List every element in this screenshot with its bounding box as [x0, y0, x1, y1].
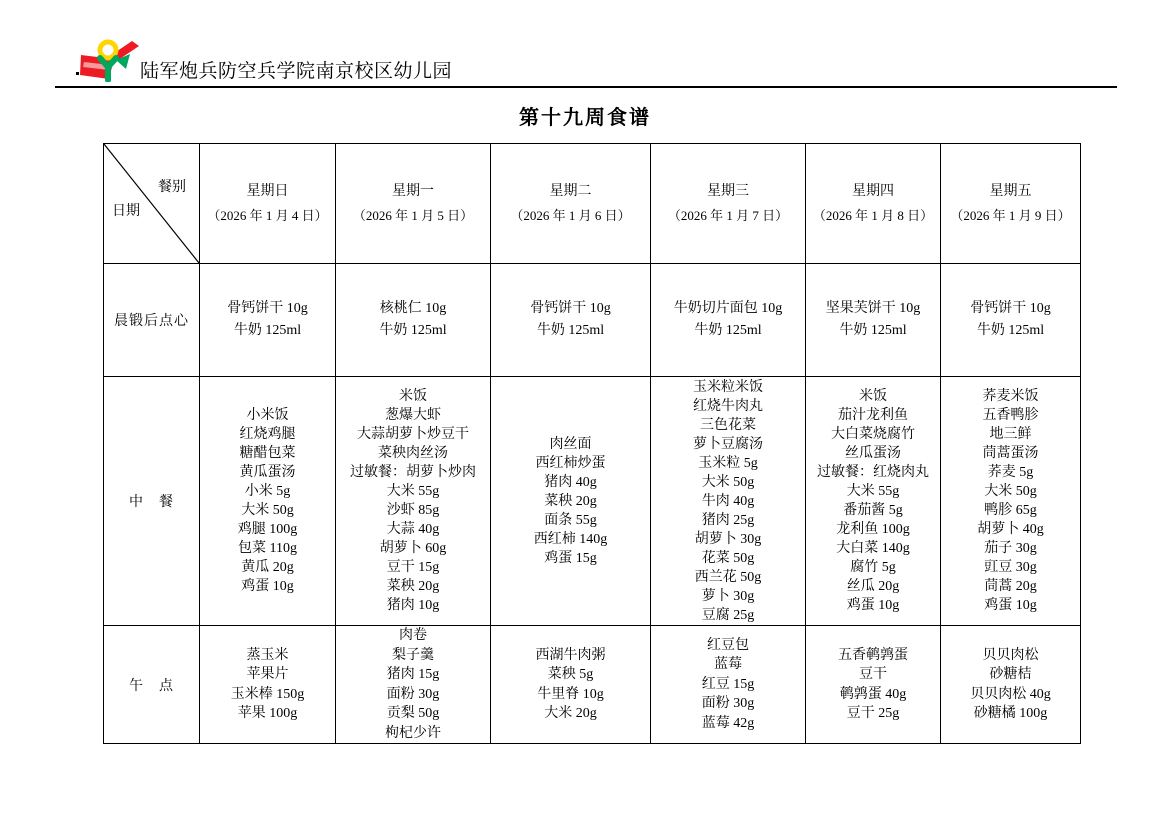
menu-cell-lines [491, 298, 650, 342]
corner-date-label: 日期 [112, 204, 140, 219]
menu-cell [941, 264, 1081, 377]
menu-item: 大白菜 140g [836, 541, 910, 556]
menu-cell-lines [806, 298, 940, 342]
day-name: 星期日 [246, 183, 289, 199]
menu-item: 面粉 30g [701, 696, 755, 712]
day-name: 星期三 [707, 183, 749, 199]
menu-item: 菜秧肉丝汤 [378, 446, 448, 461]
menu-item: 牛奶 125ml [379, 323, 447, 338]
menu-item: 黄瓜蛋汤 [239, 465, 296, 480]
menu-item: 大米 50g [984, 484, 1037, 499]
row-label-0: 晨锻后点心 [104, 264, 200, 377]
day-date: （2026 年 1 月 4 日） [207, 207, 328, 223]
menu-item: 五香鸭胗 [982, 408, 1039, 423]
menu-item: 黄瓜 20g [241, 560, 294, 575]
menu-item: 包菜 110g [238, 541, 297, 556]
menu-cell [651, 377, 806, 626]
menu-item: 胡萝卜 30g [694, 531, 762, 547]
column-header-day-2 [491, 144, 651, 264]
menu-item: 鹌鹑蛋 40g [839, 686, 907, 702]
day-name: 星期二 [549, 183, 592, 199]
menu-item: 肉卷 [399, 628, 427, 643]
menu-cell-lines [651, 378, 805, 625]
menu-cell-lines [200, 298, 335, 342]
menu-cell [651, 264, 806, 377]
menu-item: 牛奶 125ml [694, 323, 762, 338]
kindergarten-logo-icon [80, 34, 146, 82]
menu-item: 牛奶切片面包 10g [673, 301, 783, 316]
menu-item: 萝卜豆腐汤 [693, 436, 763, 452]
menu-item: 红烧鸡腿 [239, 427, 296, 442]
menu-item: 大蒜 40g [386, 522, 440, 537]
day-date: （2026 年 1 月 9 日） [950, 207, 1071, 223]
menu-cell-lines [336, 626, 490, 743]
menu-item: 大白菜烧腐竹 [831, 427, 915, 442]
corner-meal-label: 餐别 [158, 180, 186, 195]
menu-cell [491, 626, 651, 744]
menu-item: 猪肉 25g [701, 512, 755, 528]
menu-item: 核桃仁 10g [379, 301, 447, 316]
menu-item: 菜秧 20g [544, 493, 597, 509]
menu-item: 蓝莓 42g [701, 715, 755, 731]
menu-cell-lines [491, 435, 650, 568]
menu-item: 地三鲜 [989, 427, 1032, 442]
menu-item: 玉米棒 150g [230, 686, 305, 702]
column-header-day-0 [200, 144, 336, 264]
menu-item: 豆干 25g [846, 706, 900, 721]
column-header-day-3 [651, 144, 806, 264]
menu-cell-lines [651, 298, 805, 342]
menu-item: 菜秧 5g [547, 667, 594, 682]
menu-item: 西湖牛肉粥 [535, 647, 606, 663]
day-name: 星期四 [852, 183, 894, 199]
menu-item: 茄子 30g [984, 541, 1037, 556]
menu-item: 番茄酱 5g [843, 503, 903, 518]
menu-cell [806, 264, 941, 377]
menu-item: 红烧牛肉丸 [693, 398, 763, 414]
menu-cell [200, 626, 336, 744]
menu-item: 坚果芙饼干 10g [825, 301, 921, 316]
menu-item: 蓝莓 [714, 657, 742, 673]
menu-cell-lines [200, 646, 335, 724]
menu-item: 鸡蛋 10g [984, 598, 1037, 613]
menu-cell-lines [806, 387, 940, 615]
menu-item: 牛肉 40g [701, 493, 755, 509]
menu-item: 牛奶 125ml [839, 323, 907, 338]
menu-cell-lines [941, 387, 1080, 615]
menu-item: 荞麦 5g [987, 465, 1034, 480]
menu-item: 骨钙饼干 10g [970, 301, 1051, 316]
menu-cell [336, 264, 491, 377]
menu-item: 骨钙饼干 10g [530, 301, 611, 316]
menu-item: 胡萝卜 40g [977, 522, 1044, 537]
menu-item: 茼蒿蛋汤 [982, 446, 1039, 461]
menu-item: 肉丝面 [549, 436, 592, 452]
letterhead-divider [55, 86, 1117, 88]
menu-cell-lines [336, 298, 490, 342]
menu-item: 鸡腿 100g [237, 522, 298, 537]
menu-cell [200, 377, 336, 626]
menu-item: 丝瓜 20g [846, 579, 900, 594]
menu-item: 胡萝卜 60g [379, 541, 447, 556]
menu-item: 大米 55g [386, 484, 440, 499]
corner-header-cell [104, 144, 200, 264]
menu-item: 大蒜胡萝卜炒豆干 [357, 427, 469, 442]
menu-cell-lines [200, 406, 335, 596]
menu-item: 葱爆大虾 [385, 408, 441, 423]
org-name: 陆军炮兵防空兵学院南京校区幼儿园 [140, 61, 453, 82]
menu-cell-lines [336, 387, 490, 615]
menu-item: 牛奶 125ml [233, 323, 302, 338]
menu-item: 菜秧 20g [386, 579, 440, 594]
menu-item: 鸡蛋 10g [846, 598, 900, 613]
menu-item: 米饭 [859, 389, 887, 404]
menu-item: 蒸玉米 [246, 647, 289, 663]
menu-item: 三色花菜 [700, 417, 756, 433]
menu-item: 荞麦米饭 [982, 389, 1039, 404]
menu-item: 茼蒿 20g [984, 579, 1037, 594]
menu-item: 豇豆 30g [984, 560, 1037, 575]
menu-item: 大米 50g [241, 503, 294, 518]
bullet-dot [76, 72, 79, 75]
menu-item: 糖醋包菜 [239, 446, 296, 461]
menu-cell [941, 626, 1081, 744]
menu-cell-lines [491, 646, 650, 724]
menu-item: 大米 50g [701, 474, 755, 490]
menu-item: 苹果片 [246, 667, 289, 682]
menu-item: 鸡蛋 15g [544, 550, 597, 566]
menu-item: 西红柿 140g [533, 531, 608, 547]
menu-item: 梨子羹 [392, 647, 434, 663]
menu-item: 红豆包 [707, 637, 749, 653]
day-date: （2026 年 1 月 7 日） [667, 207, 789, 223]
menu-cell-lines [941, 646, 1080, 724]
menu-item: 苹果 100g [237, 706, 298, 721]
menu-item: 砂糖橘 100g [973, 706, 1048, 721]
menu-item: 西兰花 50g [694, 569, 762, 585]
menu-item: 牛奶 125ml [536, 323, 605, 338]
menu-item: 面粉 30g [386, 686, 440, 702]
menu-item: 玉米粒 5g [698, 455, 758, 471]
menu-item: 枸杞少许 [385, 725, 441, 741]
menu-item: 腐竹 5g [850, 560, 896, 575]
column-header-day-1 [336, 144, 491, 264]
menu-item: 猪肉 10g [386, 598, 440, 613]
menu-cell [491, 264, 651, 377]
menu-item: 贝贝肉松 40g [970, 686, 1051, 702]
menu-item: 米饭 [399, 389, 427, 404]
menu-item: 豆干 [859, 667, 887, 682]
menu-item: 龙利鱼 100g [836, 522, 910, 537]
menu-item: 豆腐 25g [701, 607, 755, 623]
menu-cell [806, 626, 941, 744]
page-title: 第十九周食谱 [519, 107, 651, 129]
menu-item: 小米 5g [244, 484, 291, 499]
menu-cell-lines [806, 646, 940, 724]
menu-item: 猪肉 15g [386, 667, 440, 682]
menu-item: 牛里脊 10g [537, 686, 604, 702]
day-date: （2026 年 1 月 8 日） [812, 207, 934, 223]
menu-cell-lines [651, 636, 805, 734]
menu-cell [651, 626, 806, 744]
menu-item: 大米 20g [544, 706, 597, 721]
row-label-1: 中 餐 [104, 377, 200, 626]
menu-item: 五香鹌鹑蛋 [838, 647, 908, 663]
menu-cell [941, 377, 1081, 626]
menu-item: 贡梨 50g [386, 706, 440, 721]
menu-item: 大米 55g [846, 484, 900, 499]
menu-cell [200, 264, 336, 377]
menu-item: 面条 55g [544, 512, 597, 528]
day-name: 星期五 [989, 183, 1032, 199]
menu-item: 贝贝肉松 [982, 647, 1039, 663]
menu-item: 小米饭 [246, 408, 289, 423]
menu-cell [336, 626, 491, 744]
menu-item: 骨钙饼干 10g [227, 301, 308, 316]
weekly-menu-table [103, 143, 1081, 744]
day-name: 星期一 [392, 183, 434, 199]
menu-item: 茄汁龙利鱼 [838, 408, 908, 423]
menu-cell [806, 377, 941, 626]
menu-cell [336, 377, 491, 626]
menu-item: 猪肉 40g [544, 474, 597, 490]
column-header-day-5 [941, 144, 1081, 264]
menu-item: 鸭胗 65g [984, 503, 1037, 518]
menu-item: 花菜 50g [701, 550, 755, 566]
menu-item: 萝卜 30g [701, 588, 755, 604]
menu-cell-lines [941, 298, 1080, 342]
menu-item: 西红柿炒蛋 [535, 455, 606, 471]
day-date: （2026 年 1 月 6 日） [510, 207, 631, 223]
column-header-day-4 [806, 144, 941, 264]
menu-item: 豆干 15g [386, 560, 440, 575]
menu-item: 玉米粒米饭 [693, 379, 763, 395]
menu-item: 沙虾 85g [386, 503, 440, 518]
menu-item: 牛奶 125ml [976, 323, 1045, 338]
menu-item: 过敏餐：胡萝卜炒肉 [350, 465, 476, 480]
menu-item: 砂糖桔 [989, 667, 1032, 682]
menu-item: 红豆 15g [701, 676, 755, 692]
menu-item: 丝瓜蛋汤 [845, 446, 901, 461]
menu-cell [491, 377, 651, 626]
row-label-2: 午 点 [104, 626, 200, 744]
menu-item: 过敏餐：红烧肉丸 [817, 465, 929, 480]
day-date: （2026 年 1 月 5 日） [352, 207, 474, 223]
menu-item: 鸡蛋 10g [241, 579, 294, 594]
